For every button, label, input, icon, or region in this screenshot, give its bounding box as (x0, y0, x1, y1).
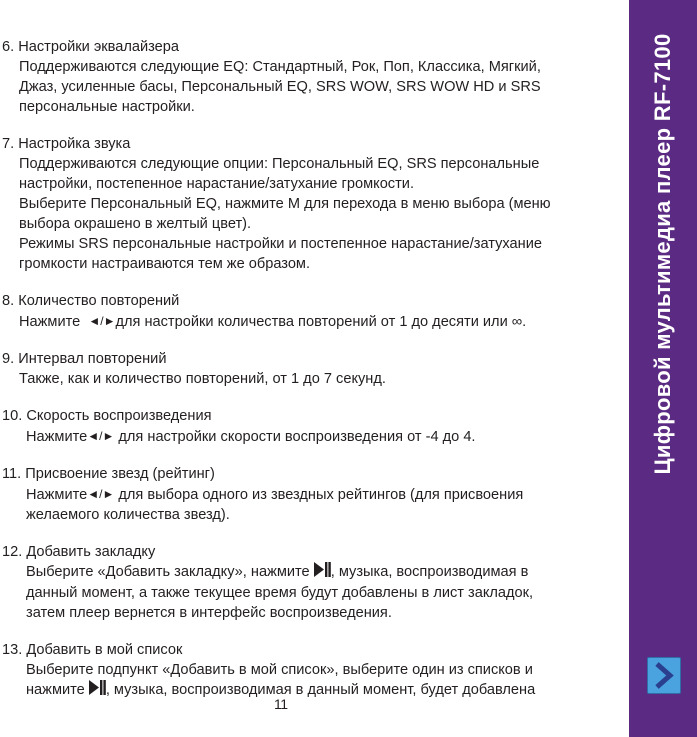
section-heading: 11. Присвоение звезд (рейтинг) (2, 466, 215, 482)
text-line: Также, как и количество повторений, от 1 до 7 секунд. (19, 371, 386, 387)
text-line: Поддерживаются следующие EQ: Стандартный, Рок, Поп, Классика, Мягкий, (19, 59, 541, 75)
text-fragment: нажмите (26, 682, 89, 698)
section-repeat-count (2, 291, 622, 332)
play-pause-icon (89, 680, 106, 701)
section-star-rating (2, 464, 622, 525)
page-number: 11 (274, 696, 288, 712)
section-playback-speed (2, 406, 622, 447)
text-fragment: Нажмите (26, 487, 88, 503)
text-line: желаемого количества звезд). (26, 507, 230, 523)
section-heading: 6. Настройки эквалайзера (2, 39, 180, 55)
text-line: громкости настраиваются тем же образом. (19, 256, 311, 272)
text-fragment: Нажмите (26, 429, 88, 445)
manual-content (2, 37, 622, 718)
text-line: Выберите подпункт «Добавить в мой список», выберите один из списков и (26, 662, 533, 678)
section-heading: 13. Добавить в мой список (2, 642, 183, 658)
next-page-button[interactable] (647, 657, 681, 694)
text-fragment: , музыка, воспроизводимая в (330, 564, 529, 580)
section-heading: 7. Настройка звука (2, 136, 131, 152)
left-right-arrows-icon: ◄/► (87, 487, 115, 501)
text-line: Выберите Персональный EQ, нажмите M для перехода в меню выбора (меню (19, 196, 551, 212)
section-heading: 8. Количество повторений (2, 293, 180, 309)
text-fragment: Нажмите (19, 314, 89, 330)
left-right-arrows-icon: ◄/► (88, 314, 116, 328)
left-right-arrows-icon: ◄/► (87, 429, 115, 443)
text-fragment: Выберите «Добавить закладку», нажмите (26, 564, 314, 580)
section-sound (2, 134, 622, 274)
text-line: Режимы SRS персональные настройки и постепенное нарастание/затухание (19, 236, 542, 252)
sidebar-band (629, 0, 697, 737)
chevron-right-icon (648, 658, 680, 693)
text-line: Джаз, усиленные басы, Персональный EQ, SRS WOW, SRS WOW HD и SRS (19, 79, 541, 95)
text-line: настройки, постепенное нарастание/затухание громкости. (19, 176, 414, 192)
text-line: Поддерживаются следующие опции: Персональный EQ, SRS персональные (19, 156, 540, 172)
text-line (26, 680, 622, 701)
text-line: персональные настройки. (19, 99, 195, 115)
play-pause-icon (314, 562, 331, 583)
text-fragment: для настройки количества повторений от 1 до десяти или ∞. (115, 314, 527, 330)
text-line: данный момент, а также текущее время будут добавлены в лист закладок, (26, 585, 534, 601)
text-line (26, 562, 622, 583)
section-repeat-interval (2, 349, 622, 389)
text-fragment: для выбора одного из звездных рейтингов (для присвоения (114, 487, 524, 503)
section-add-bookmark (2, 542, 622, 623)
section-heading: 12. Добавить закладку (2, 544, 156, 560)
text-line (26, 426, 622, 447)
text-line (26, 484, 622, 505)
text-line: затем плеер вернется в интерфейс воспроизведения. (26, 605, 392, 621)
section-equalizer (2, 37, 622, 117)
section-add-to-playlist (2, 640, 622, 701)
section-heading: 10. Скорость воспроизведения (2, 408, 212, 424)
text-fragment: для настройки скорости воспроизведения от -4 до 4. (114, 429, 476, 445)
product-title: Цифровой мультимедиа плеер RF-7100 (650, 33, 675, 475)
text-line: выбора окрашено в желтый цвет). (19, 216, 252, 232)
text-line (19, 311, 622, 332)
section-heading: 9. Интервал повторений (2, 351, 167, 367)
text-fragment: , музыка, воспроизводимая в данный момент, будет добавлена (105, 682, 536, 698)
